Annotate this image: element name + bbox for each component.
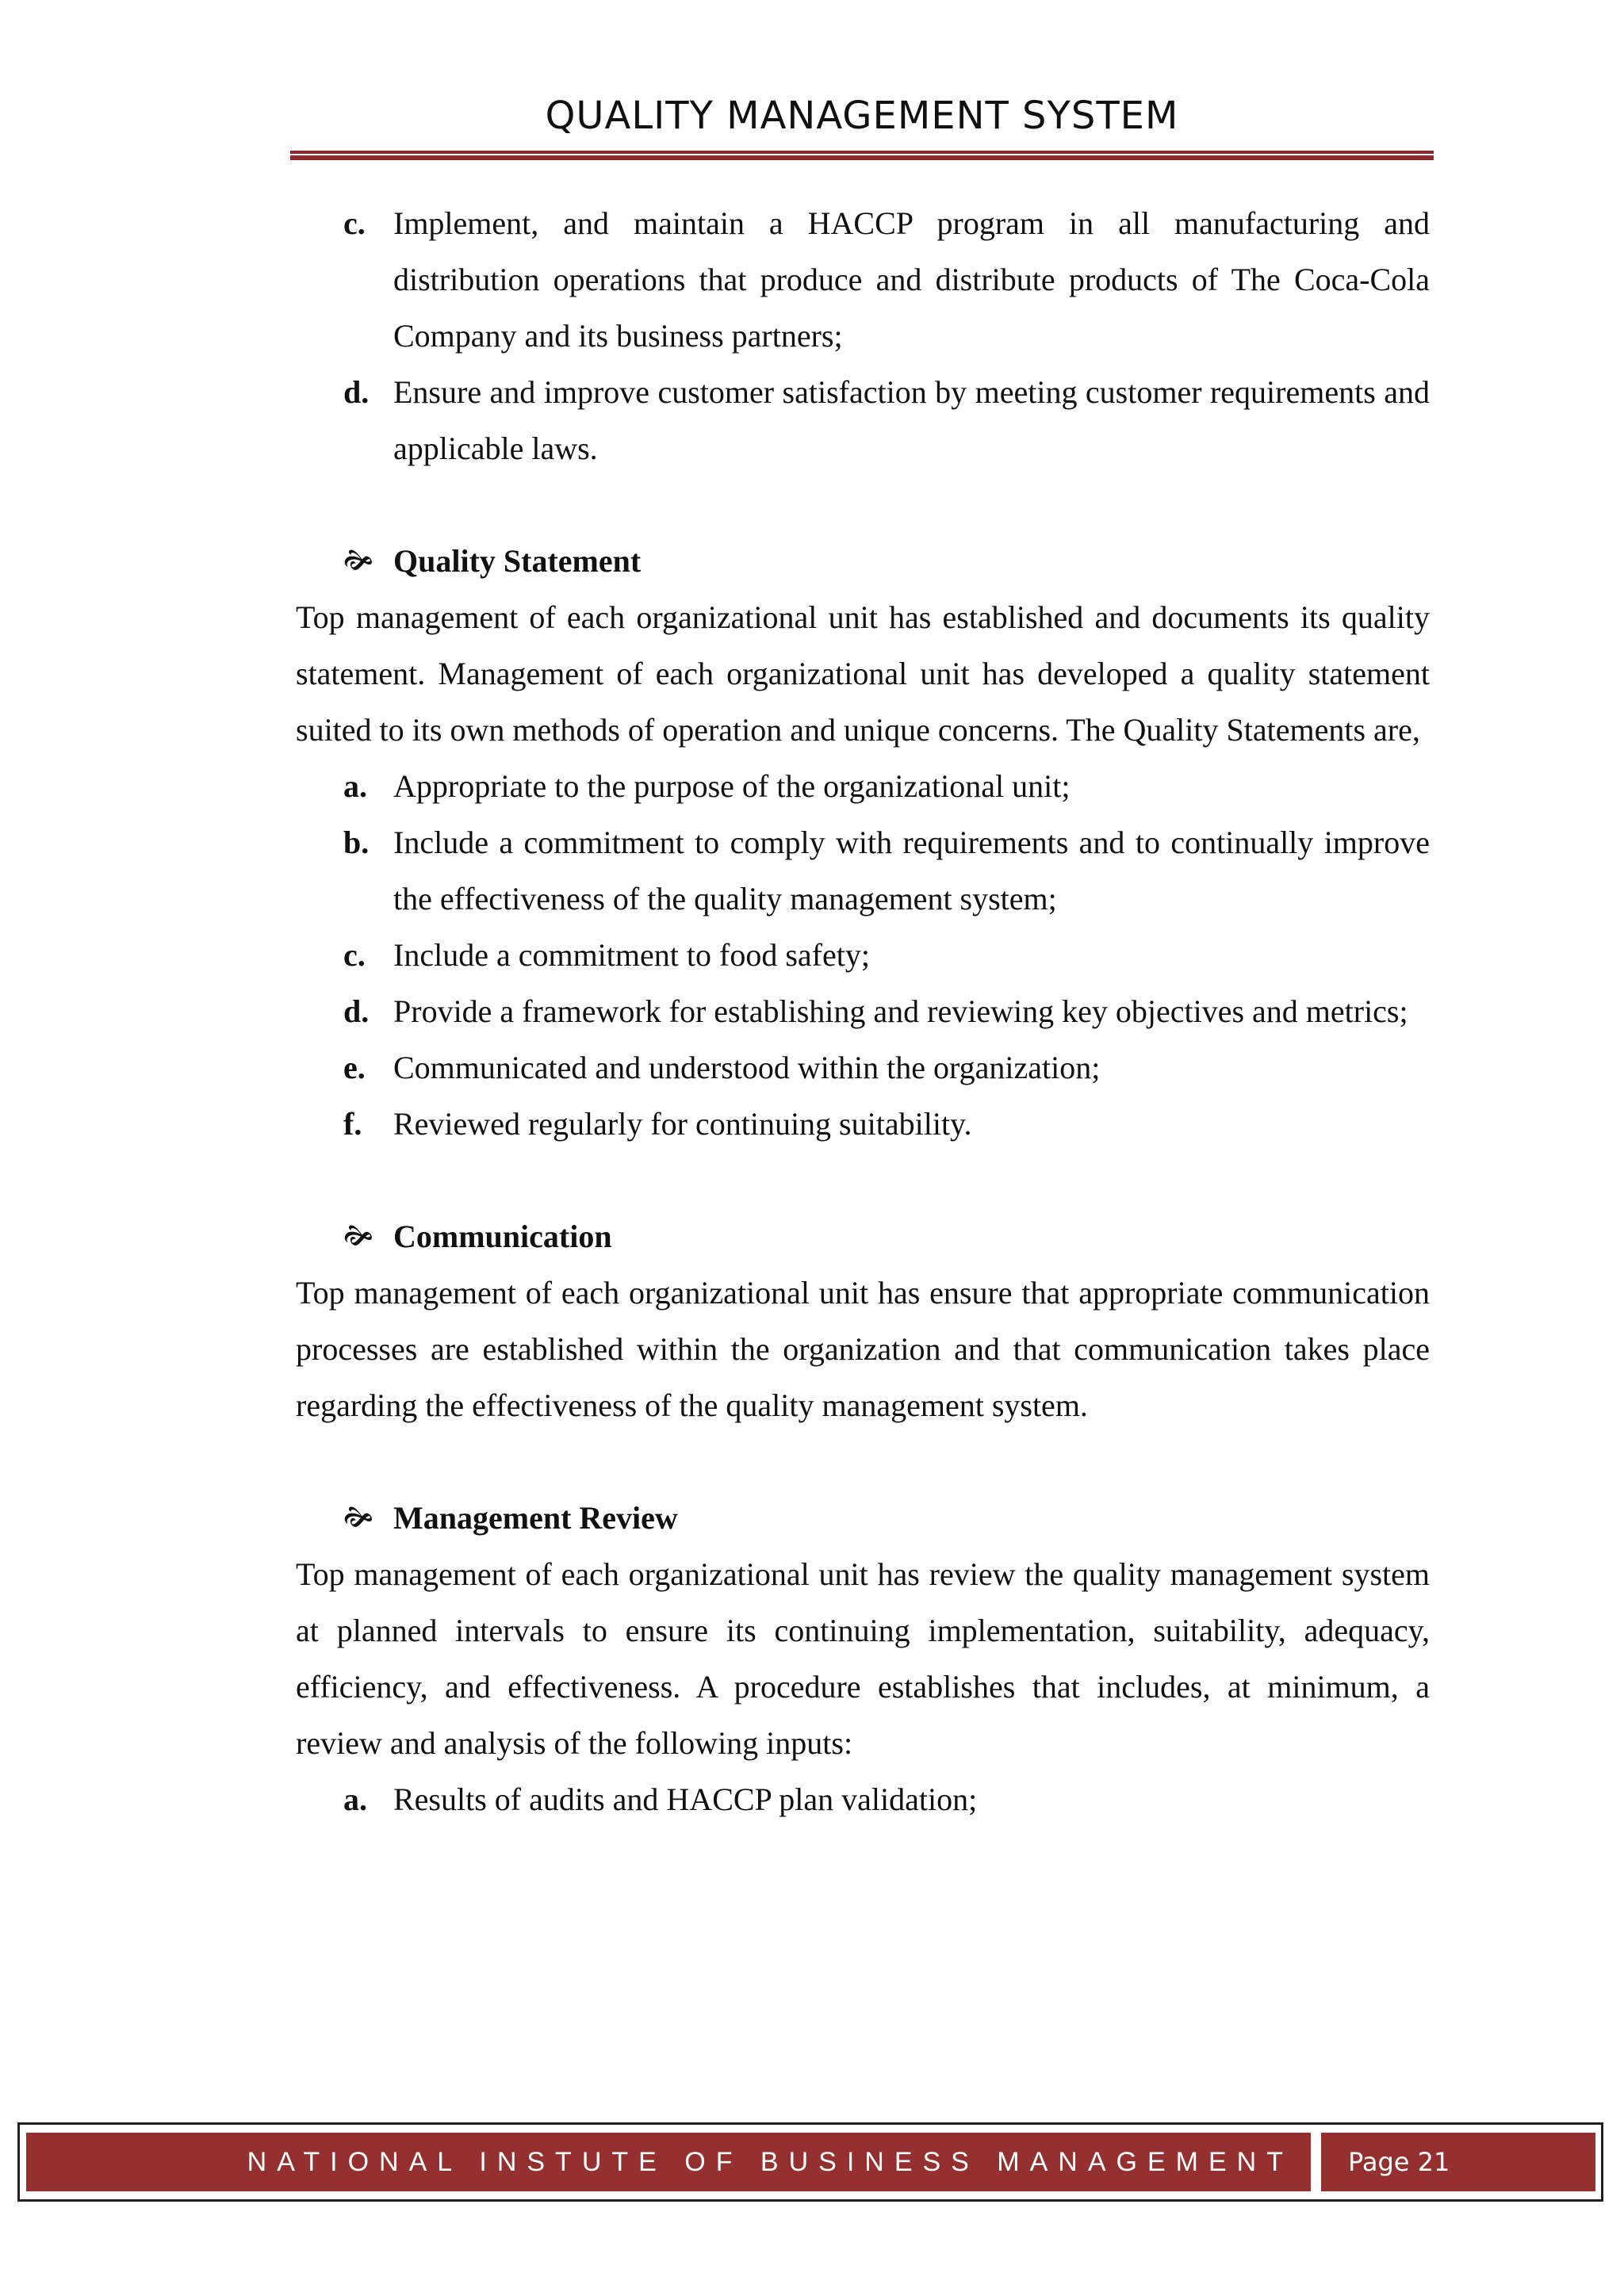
section-title: Management Review [393, 1500, 678, 1536]
page-header [290, 94, 1434, 138]
list-item [296, 364, 1430, 476]
management-review-list [296, 1771, 1430, 1827]
section-heading-communication [296, 1208, 1430, 1265]
page-footer [17, 2122, 1603, 2202]
list-marker: e. [343, 1050, 366, 1085]
section-title: Quality Statement [393, 543, 642, 579]
list-marker: d. [343, 374, 370, 410]
list-item-text: Communicated and understood within the organization; [393, 1050, 1101, 1085]
section-title: Communication [393, 1219, 612, 1254]
list-marker: d. [343, 993, 370, 1029]
list-item-text: Include a commitment to comply with requirements and to continually improve the effectiveness of the quality management system; [393, 825, 1430, 916]
page-content [296, 195, 1430, 1827]
section-body-management-review: Top management of each organizational unit has review the quality management system at planned intervals to ensure its continuing implementation, suitability, adequacy, efficiency, and effectiveness. A procedure establishes that includes, at minimum, a review and analysis of the following inputs: [296, 1556, 1430, 1761]
section-heading-quality-statement [296, 533, 1430, 589]
list-item [296, 814, 1430, 927]
list-item [296, 983, 1430, 1039]
list-marker: c. [343, 205, 366, 241]
list-item-text: Results of audits and HACCP plan validation; [393, 1781, 978, 1817]
list-item-text: Ensure and improve customer satisfaction by meeting customer requirements and applicable laws. [393, 374, 1430, 466]
section-heading-management-review [296, 1490, 1430, 1546]
list-item-text: Appropriate to the purpose of the organizational unit; [393, 768, 1071, 804]
list-item-text: Implement, and maintain a HACCP program in all manufacturing and distribution operations that produce and distribute products of The Coca-Cola Company and its business partners; [393, 205, 1430, 354]
header-rule [290, 151, 1434, 162]
intro-list [296, 195, 1430, 476]
header-rule-thin [290, 151, 1434, 154]
document-title: QUALITY MANAGEMENT SYSTEM [545, 94, 1179, 138]
list-item [296, 195, 1430, 364]
list-marker: a. [343, 1781, 367, 1817]
quality-statement-list [296, 758, 1430, 1152]
list-item [296, 927, 1430, 983]
list-item-text: Reviewed regularly for continuing suitability. [393, 1106, 972, 1142]
list-marker: f. [343, 1106, 362, 1142]
ornament-icon: 🙞 [343, 1220, 373, 1252]
list-item [296, 1039, 1430, 1096]
section-body-quality-statement: Top management of each organizational unit has established and documents its quality statement. Management of each organizational unit has developed a quality statement suited to its own methods of operation and unique concerns. The Quality Statements are, [296, 599, 1430, 748]
ornament-icon: 🙞 [343, 1502, 373, 1533]
list-marker: c. [343, 937, 366, 973]
list-item [296, 758, 1430, 814]
header-rule-thick [290, 155, 1434, 160]
list-item-text: Include a commitment to food safety; [393, 937, 870, 973]
list-marker: a. [343, 768, 367, 804]
list-marker: b. [343, 825, 370, 860]
footer-institute-name: NATIONAL INSTUTE OF BUSINESS MANAGEMENT [26, 2133, 1311, 2191]
list-item-text: Provide a framework for establishing and reviewing key objectives and metrics; [393, 993, 1408, 1029]
list-item [296, 1771, 1430, 1827]
section-body-communication: Top management of each organizational unit has ensure that appropriate communication processes are established within the organization and that communication takes place regarding the effectiveness of the quality management system. [296, 1275, 1430, 1423]
list-item [296, 1096, 1430, 1152]
ornament-icon: 🙞 [343, 545, 373, 576]
page-number: Page 21 [1321, 2133, 1595, 2191]
